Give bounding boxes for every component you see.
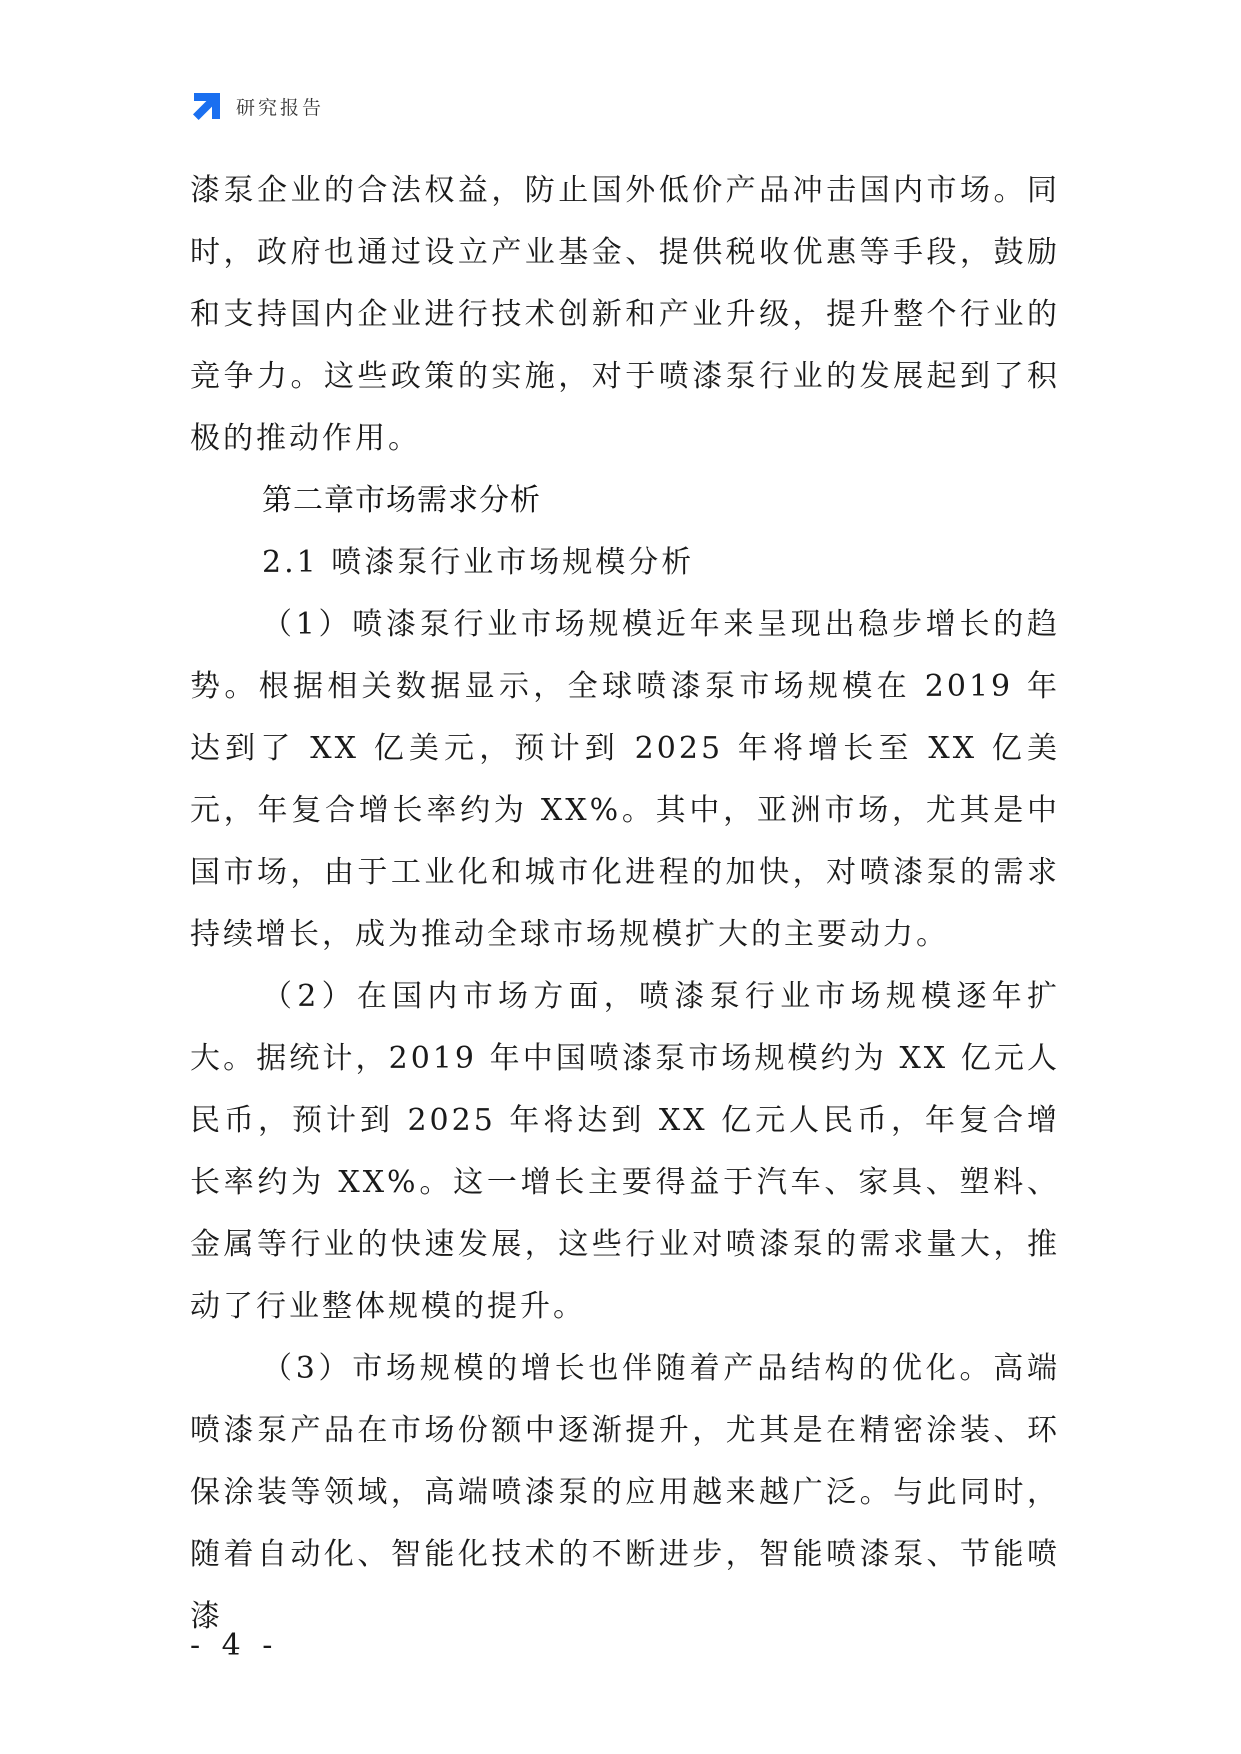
- paragraph-2: （2）在国内市场方面，喷漆泵行业市场规模逐年扩大。据统计，2019 年中国喷漆泵市场规模约为 XX 亿元人民币，预计到 2025 年将达到 XX 亿元人民币，年复合增长率约为 XX%。这一增长主要得益于汽车、家具、塑料、金属等行业的快速发展，这些行业对喷漆泵的需求量大，推动了行业整体规模的提升。: [190, 979, 1060, 1324]
- paragraph-intro: 漆泵企业的合法权益，防止国外低价产品冲击国内市场。同时，政府也通过设立产业基金、提供税收优惠等手段，鼓励和支持国内企业进行技术创新和产业升级，提升整个行业的竞争力。这些政策的实施，对于喷漆泵行业的发展起到了积极的推动作用。: [190, 173, 1060, 456]
- page-number: - 4 -: [190, 1628, 279, 1663]
- chapter-heading: 第二章市场需求分析: [262, 483, 541, 518]
- report-body: [190, 160, 1060, 1648]
- header-title: 研究报告: [236, 96, 325, 119]
- paragraph-3: （3）市场规模的增长也伴随着产品结构的优化。高端喷漆泵产品在市场份额中逐渐提升，尤其是在精密涂装、环保涂装等领域，高端喷漆泵的应用越来越广泛。与此同时，随着自动化、智能化技术的不断进步，智能喷漆泵、节能喷漆: [190, 1351, 1060, 1634]
- report-header: [190, 88, 324, 124]
- arrow-up-right-icon: [190, 89, 224, 123]
- paragraph-1: （1）喷漆泵行业市场规模近年来呈现出稳步增长的趋势。根据相关数据显示，全球喷漆泵市场规模在 2019 年达到了 XX 亿美元，预计到 2025 年将增长至 XX 亿美元，年复合增长率约为 XX%。其中，亚洲市场，尤其是中国市场，由于工业化和城市化进程的加快，对喷漆泵的需求持续增长，成为推动全球市场规模扩大的主要动力。: [190, 607, 1060, 952]
- section-heading: 2.1 喷漆泵行业市场规模分析: [262, 545, 695, 580]
